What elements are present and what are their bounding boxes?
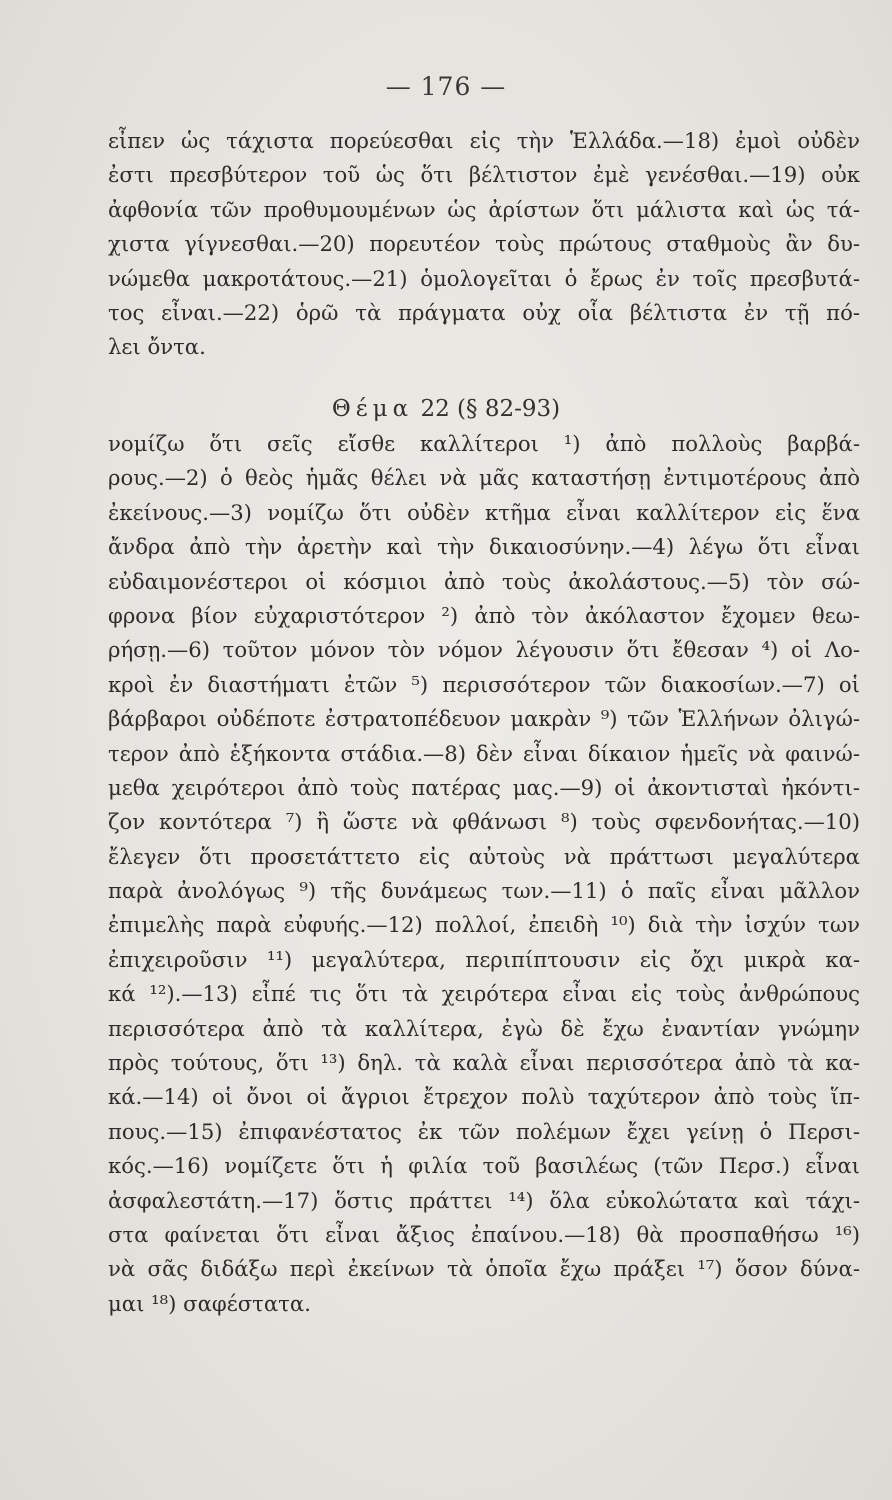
text-line: ρήσῃ.—6) τοῦτον μόνον τὸν νόμον λέγουσιν ὅτι ἔθεσαν ⁴) οἱ Λο-	[108, 637, 860, 663]
text-line: κός.—16) νομίζετε ὅτι ἡ φιλία τοῦ βασιλέως (τῶν Περσ.) εἶναι	[108, 1153, 860, 1179]
text-line: ἐστι πρεσβύτερον τοῦ ὡς ὅτι βέλτιστον ἐμὲ γενέσθαι.—19) οὐκ	[108, 162, 860, 188]
text-line: ρους.—2) ὁ θεὸς ἡμᾶς θέλει νὰ μᾶς καταστήσῃ ἐντιμοτέρους ἀπὸ	[108, 465, 860, 491]
text-line: κά ¹²).—13) εἶπέ τις ὅτι τὰ χειρότερα εἶναι εἰς τοὺς ἀνθρώπους	[108, 981, 860, 1007]
text-line: μεθα χειρότεροι ἀπὸ τοὺς πατέρας μας.—9) οἱ ἀκοντισταὶ ἠκόντι-	[108, 774, 860, 800]
text-line: κά.—14) οἱ ὄνοι οἱ ἄγριοι ἔτρεχον πολὺ ταχύτερον ἀπὸ τοὺς ἵπ-	[108, 1084, 860, 1110]
text-line: μαι ¹⁸) σαφέστατα.	[108, 1290, 311, 1316]
text-line: περισσότερα ἀπὸ τὰ καλλίτερα, ἐγὼ δὲ ἔχω ἐναντίαν γνώμην	[108, 1015, 860, 1041]
heading-word: Θέμα	[331, 396, 414, 422]
text-line: πρὸς τούτους, ὅτι ¹³) δηλ. τὰ καλὰ εἶναι περισσότερα ἀπὸ τὰ κα-	[108, 1050, 860, 1076]
text-line: πους.—15) ἐπιφανέστατος ἐκ τῶν πολέμων ἔχει γείνῃ ὁ Περσι-	[108, 1118, 860, 1144]
text-line: εὐδαιμονέστεροι οἱ κόσμιοι ἀπὸ τοὺς ἀκολάστους.—5) τὸν σώ-	[108, 568, 860, 594]
text-line: τος εἶναι.—22) ὁρῶ τὰ πράγματα οὐχ οἷα βέλτιστα ἐν τῇ πό-	[108, 299, 860, 325]
text-line: βάρβαροι οὐδέποτε ἐστρατοπέδευον μακρὰν ⁹) τῶν Ἑλλήνων ὀλιγώ-	[108, 706, 860, 732]
text-line: ἄνδρα ἀπὸ τὴν ἀρετὴν καὶ τὴν δικαιοσύνην.—4) λέγω ὅτι εἶναι	[108, 534, 860, 560]
section-heading	[0, 392, 892, 426]
text-line: ἔλεγεν ὅτι προσετάττετο εἰς αὐτοὺς νὰ πράττωσι μεγαλύτερα	[108, 843, 860, 869]
text-line: εἶπεν ὡς τάχιστα πορεύεσθαι εἰς τὴν Ἑλλάδα.—18) ἐμοὶ οὐδὲν	[108, 128, 860, 153]
text-line: ζον κοντότερα ⁷) ἢ ὥστε νὰ φθάνωσι ⁸) τοὺς σφενδονήτας.—10)	[108, 809, 860, 835]
top-paragraph	[108, 124, 860, 365]
page-number: — 176 —	[385, 72, 507, 101]
text-line: νώμεθα μακροτάτους.—21) ὁμολογεῖται ὁ ἔρως ἐν τοῖς πρεσβυτά-	[108, 265, 860, 291]
text-line: χιστα γίγνεσθαι.—20) πορευτέον τοὺς πρώτους σταθμοὺς ἂν δυ-	[108, 231, 860, 257]
text-line: ἐπιχειροῦσιν ¹¹) μεγαλύτερα, περιπίπτουσιν εἰς ὄχι μικρὰ κα-	[108, 946, 860, 972]
heading-rest: 22 (§ 82-93)	[420, 396, 561, 422]
text-line: κροὶ ἐν διαστήματι ἐτῶν ⁵) περισσότερον τῶν διακοσίων.—7) οἱ	[108, 671, 860, 697]
text-line: ἀφθονία τῶν προθυμουμένων ὡς ἀρίστων ὅτι μάλιστα καὶ ὡς τά-	[108, 196, 860, 222]
text-line: νομίζω ὅτι σεῖς εἴσθε καλλίτεροι ¹) ἀπὸ πολλοὺς βαρβά-	[108, 431, 860, 456]
text-line: στα φαίνεται ὅτι εἶναι ἄξιος ἐπαίνου.—18) θὰ προσπαθήσω ¹⁶)	[108, 1221, 860, 1247]
text-line: παρὰ ἀνολόγως ⁹) τῆς δυνάμεως των.—11) ὁ παῖς εἶναι μᾶλλον	[108, 878, 860, 904]
text-line: λει ὄντα.	[108, 334, 206, 360]
text-line: φρονα βίον εὐχαριστότερον ²) ἀπὸ τὸν ἀκόλαστον ἔχομεν θεω-	[108, 602, 860, 628]
text-line: νὰ σᾶς διδάξω περὶ ἐκείνων τὰ ὁποῖα ἔχω πράξει ¹⁷) ὅσον δύνα-	[108, 1256, 860, 1282]
text-line: ἐπιμελὴς παρὰ εὐφυής.—12) πολλοί, ἐπειδὴ ¹⁰) διὰ τὴν ἰσχύν των	[108, 912, 860, 938]
bottom-paragraph	[108, 427, 860, 1321]
text-line: ἀσφαλεστάτη.—17) ὅστις πράττει ¹⁴) ὅλα εὐκολώτατα καὶ τάχι-	[108, 1187, 860, 1213]
text-line: τερον ἀπὸ ἑξήκοντα στάδια.—8) δὲν εἶναι δίκαιον ἡμεῖς νὰ φαινώ-	[108, 740, 860, 766]
text-line: ἐκείνους.—3) νομίζω ὅτι οὐδὲν κτῆμα εἶναι καλλίτερον εἰς ἕνα	[108, 499, 860, 525]
